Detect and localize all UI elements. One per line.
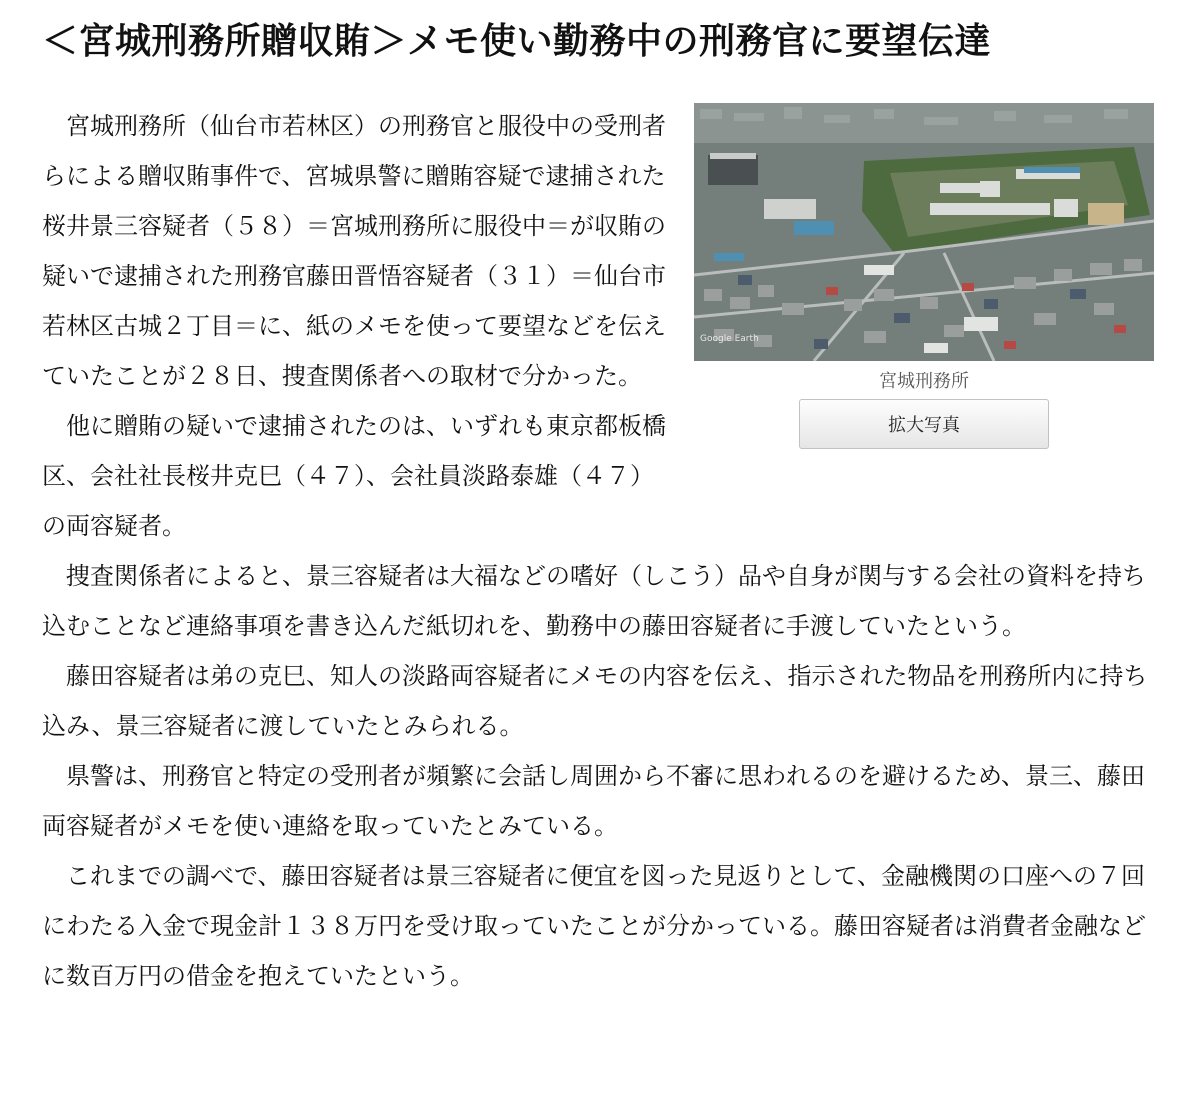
aerial-photo[interactable] (694, 103, 1154, 361)
paragraph-2: 他に贈賄の疑いで逮捕されたのは、いずれも東京都板橋区、会社社長桜井克巳（４７）、会社員淡路泰雄（４７）の両容疑者。 (42, 412, 666, 540)
article-body (42, 101, 1158, 1001)
paragraph-1: 宮城刑務所（仙台市若林区）の刑務官と服役中の受刑者らによる贈収賄事件で、宮城県警に贈賄容疑で逮捕された桜井景三容疑者（５８）＝宮城刑務所に服役中＝が収賄の疑いで逮捕された刑務官藤田晋悟容疑者（３１）＝仙台市若林区古城２丁目＝に、紙のメモを使って要望などを伝えていたことが２８日、捜査関係者への取材で分かった。 (42, 112, 666, 390)
paragraph-6: これまでの調べで、藤田容疑者は景三容疑者に便宜を図った見返りとして、金融機関の口座への７回にわたる入金で現金計１３８万円を受け取っていたことが分かっている。藤田容疑者は消費者金融などに数百万円の借金を抱えていたという。 (42, 862, 1146, 990)
photo-caption: 宮城刑務所 (879, 371, 969, 392)
paragraph-4: 藤田容疑者は弟の克巳、知人の淡路両容疑者にメモの内容を伝え、指示された物品を刑務所内に持ち込み、景三容疑者に渡していたとみられる。 (42, 662, 1148, 740)
photo-credit: Google Earth (700, 334, 759, 344)
enlarge-photo-button[interactable]: 拡大写真 (799, 399, 1049, 449)
photo-figure (694, 103, 1154, 449)
article-headline: ＜宮城刑務所贈収賄＞メモ使い勤務中の刑務官に要望伝達 (42, 21, 992, 62)
paragraph-3: 捜査関係者によると、景三容疑者は大福などの嗜好（しこう）品や自身が関与する会社の資料を持ち込むことなど連絡事項を書き込んだ紙切れを、勤務中の藤田容疑者に手渡していたという。 (42, 562, 1146, 640)
paragraph-5: 県警は、刑務官と特定の受刑者が頻繁に会話し周囲から不審に思われるのを避けるため、景三、藤田両容疑者がメモを使い連絡を取っていたとみている。 (42, 762, 1146, 840)
